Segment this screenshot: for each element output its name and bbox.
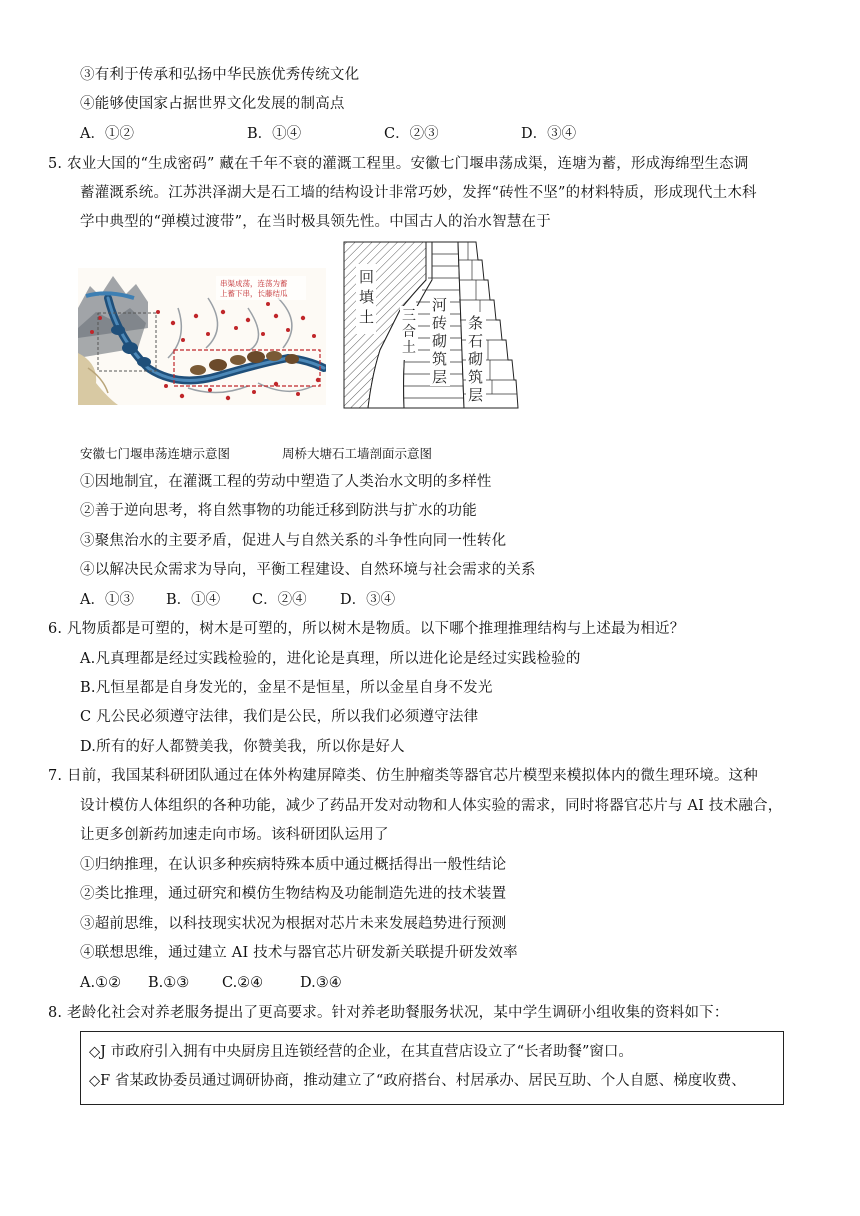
q7-option-b: B.①③ [148, 975, 190, 991]
q4-options [80, 124, 576, 144]
label-stone-3: 砌 [468, 350, 484, 368]
q5-stem-line-3: 学中典型的“弹模过渡带”，在当时极具领先性。中国古人的治水智慧在于 [80, 214, 551, 230]
q7-item-1: ①归纳推理，在认识多种疾病特殊本质中通过概括得出一般性结论 [80, 857, 507, 873]
label-stone-1: 条 [468, 314, 484, 332]
q7-options [80, 973, 342, 993]
q5-stem-line-2: 蓄灌溉系统。江苏洪泽湖大是石工墙的结构设计非常巧妙，发挥“砖性不坚”的材料特质，形成现代土木科 [80, 185, 757, 201]
q4-option-b: B．①④ [247, 126, 302, 142]
q5-option-d: D．③④ [340, 592, 396, 608]
q4-option-a: A．①② [80, 126, 134, 142]
q7-stem-line-2: 设计模仿人体组织的各种功能，减少了药品开发对动物和人体实验的需求，同时将器官芯片与 AI 技术融合， [80, 798, 783, 814]
label-brick-3: 砌 [432, 332, 448, 350]
q4-option-d: D．③④ [521, 126, 577, 142]
q5-option-c: C．②④ [252, 592, 307, 608]
q8-stem: 8. 老龄化社会对养老服务提出了更高要求。针对养老助餐服务状况，某中学生调研小组收集的资料如下： [48, 1005, 729, 1021]
q7-option-d: D.③④ [300, 975, 342, 991]
label-brick-2: 砖 [432, 314, 448, 332]
q4-option-c: C．②③ [384, 126, 439, 142]
q7-option-c: C.②④ [222, 975, 264, 991]
q7-item-3: ③超前思维，以科技现实状况为根据对芯片未来发展趋势进行预测 [80, 916, 507, 932]
q5-item-2: ②善于逆向思考，将自然事物的功能迁移到防洪与扩水的功能 [80, 503, 477, 519]
q7-item-4: ④联想思维，通过建立 AI 技术与器官芯片研发新关联提升研发效率 [80, 945, 518, 961]
q4-item-3: ③有利于传承和弘扬中华民族优秀传统文化 [80, 67, 360, 83]
qimen-weir-map-figure [78, 268, 326, 405]
stone-wall-section-diagram [340, 240, 520, 412]
map-note-line-2: 上蓄下串，长藤结瓜 [220, 289, 288, 298]
q6-option-a: A.凡真理都是经过实践检验的，进化论是真理，所以进化论是经过实践检验的 [80, 651, 581, 667]
q7-stem-line-3: 让更多创新药加速走向市场。该科研团队运用了 [80, 827, 389, 843]
caption-qimen-weir: 安徽七门堰串荡连塘示意图 [80, 446, 231, 461]
q5-item-4: ④以解决民众需求为导向，平衡工程建设、自然环境与社会需求的关系 [80, 562, 536, 578]
label-sanhetu-2: 合 [402, 324, 416, 340]
q7-item-2: ②类比推理，通过研究和模仿生物结构及功能制造先进的技术装置 [80, 886, 507, 902]
label-stone-5: 层 [468, 386, 484, 404]
caption-stone-wall: 周桥大塘石工墙剖面示意图 [282, 446, 433, 461]
q6-option-c: C 凡公民必须遵守法律，我们是公民，所以我们必须遵守法律 [80, 709, 479, 725]
label-sanhetu-1: 三 [402, 308, 416, 324]
q5-option-b: B．①④ [166, 592, 221, 608]
q5-option-a: A．①③ [80, 592, 134, 608]
q5-item-3: ③聚焦治水的主要矛盾，促进人与自然关系的斗争性向同一性转化 [80, 533, 507, 549]
label-stone-2: 石 [468, 332, 484, 350]
label-backfill-3: 土 [359, 308, 375, 326]
label-brick-4: 筑 [432, 350, 448, 368]
label-sanhetu-3: 土 [402, 340, 416, 356]
q8-material-line-2: ◇F 省某政协委员通过调研协商，推动建立了“政府搭台、村居承办、居民互助、个人自愿、梯度收费、 [89, 1073, 746, 1089]
label-brick-1: 河 [432, 296, 448, 314]
q6-option-d: D.所有的好人都赞美我，你赞美我，所以你是好人 [80, 739, 405, 755]
label-brick-5: 层 [432, 368, 448, 386]
label-backfill-1: 回 [359, 268, 375, 286]
q5-item-1: ①因地制宜，在灌溉工程的劳动中塑造了人类治水文明的多样性 [80, 474, 492, 490]
q6-stem: 6. 凡物质都是可塑的，树木是可塑的，所以树木是物质。以下哪个推理推理结构与上述最为相近？ [48, 621, 685, 637]
q4-item-4: ④能够使国家占据世界文化发展的制高点 [80, 96, 345, 112]
q7-stem-line-1: 7. 日前，我国某科研团队通过在体外构建屏障类、仿生肿瘤类等器官芯片模型来模拟体内的微生理环境。这种 [48, 768, 758, 784]
q8-material-line-1: ◇J 市政府引入拥有中央厨房且连锁经营的企业，在其直营店设立了“长者助餐”窗口。 [89, 1044, 633, 1060]
q5-stem-line-1: 5. 农业大国的“生成密码” 藏在千年不衰的灌溉工程里。安徽七门堰串荡成渠，连塘为蓄，形成海绵型生态调 [48, 156, 749, 172]
map-note-line-1: 串渠成荡，连荡为蓄 [220, 279, 288, 288]
q7-option-a: A.①② [80, 975, 122, 991]
label-stone-4: 筑 [468, 368, 484, 386]
stone-wall-section-figure [340, 240, 520, 412]
q6-option-b: B.凡恒星都是自身发光的，金星不是恒星，所以金星自身不发光 [80, 680, 493, 696]
qimen-weir-map-illustration [78, 268, 326, 405]
q5-options [80, 590, 395, 610]
label-backfill-2: 填 [359, 288, 375, 306]
q8-material-box [80, 1031, 784, 1105]
